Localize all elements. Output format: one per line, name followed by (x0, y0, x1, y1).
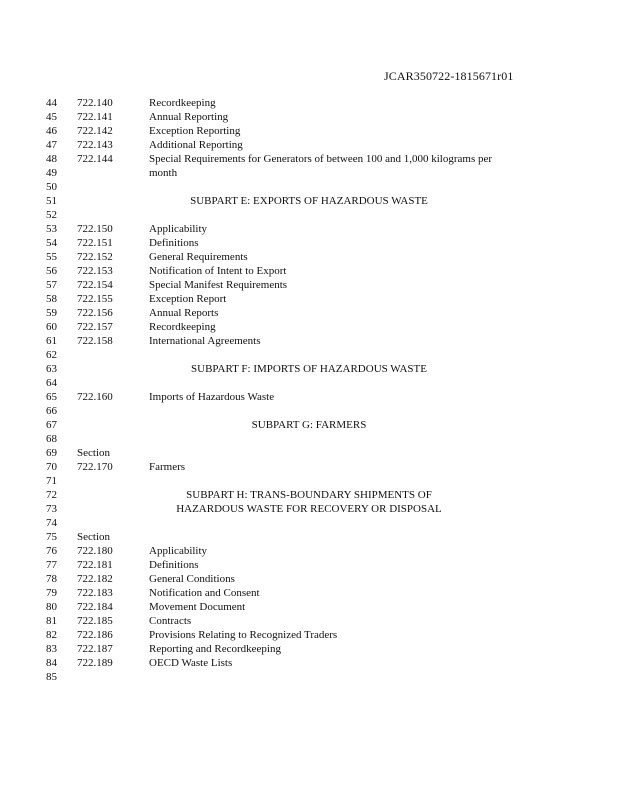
document-line (0, 656, 618, 670)
section-number: 722.152 (77, 251, 113, 263)
document-line (0, 600, 618, 614)
section-title: Applicability (149, 545, 208, 557)
line-number: 56 (46, 265, 57, 277)
document-line (0, 208, 618, 222)
line-list (0, 96, 618, 684)
document-line (0, 474, 618, 488)
line-number: 81 (46, 615, 57, 627)
section-title: General Requirements (149, 251, 248, 263)
document-line (0, 642, 618, 656)
document-line (0, 96, 618, 110)
section-title: Definitions (149, 559, 199, 571)
line-number: 79 (46, 587, 57, 599)
line-number: 85 (46, 671, 57, 683)
section-title: Recordkeeping (149, 321, 216, 333)
line-number: 61 (46, 335, 57, 347)
line-number: 51 (46, 195, 57, 207)
line-number: 78 (46, 573, 57, 585)
line-number: 84 (46, 657, 57, 669)
section-number: 722.150 (77, 223, 113, 235)
document-line (0, 502, 618, 516)
document-line (0, 586, 618, 600)
section-number: 722.189 (77, 657, 113, 669)
line-number: 80 (46, 601, 57, 613)
line-number: 62 (46, 349, 57, 361)
section-title: Contracts (149, 615, 192, 627)
section-number: 722.183 (77, 587, 113, 599)
section-number: Section (77, 447, 110, 459)
section-title: Special Manifest Requirements (149, 279, 288, 291)
section-title: Notification and Consent (149, 587, 260, 599)
document-line (0, 418, 618, 432)
line-number: 77 (46, 559, 57, 571)
section-number: 722.186 (77, 629, 113, 641)
line-number: 60 (46, 321, 57, 333)
section-title: General Conditions (149, 573, 235, 585)
document-line (0, 138, 618, 152)
document-line (0, 124, 618, 138)
document-line (0, 166, 618, 180)
document-line (0, 152, 618, 166)
line-number: 57 (46, 279, 57, 291)
line-number: 73 (46, 503, 57, 515)
section-number: 722.184 (77, 601, 113, 613)
line-number: 54 (46, 237, 57, 249)
document-line (0, 530, 618, 544)
section-number: 722.181 (77, 559, 113, 571)
subpart-heading: SUBPART E: EXPORTS OF HAZARDOUS WASTE (190, 195, 428, 207)
line-number: 68 (46, 433, 57, 445)
line-number: 74 (46, 517, 57, 529)
section-number: 722.153 (77, 265, 113, 277)
section-title: Exception Report (149, 293, 227, 305)
line-number: 55 (46, 251, 57, 263)
line-number: 69 (46, 447, 57, 459)
section-title: Movement Document (149, 601, 246, 613)
document-line (0, 292, 618, 306)
line-number: 82 (46, 629, 57, 641)
line-number: 48 (46, 153, 57, 165)
document-line (0, 544, 618, 558)
document-line (0, 362, 618, 376)
document-line (0, 348, 618, 362)
section-number: 722.141 (77, 111, 113, 123)
section-number: 722.185 (77, 615, 113, 627)
subpart-heading: SUBPART G: FARMERS (251, 419, 367, 431)
section-number: 722.160 (77, 391, 113, 403)
line-number: 58 (46, 293, 57, 305)
section-number: 722.180 (77, 545, 113, 557)
document-line (0, 628, 618, 642)
document-line (0, 250, 618, 264)
line-number: 83 (46, 643, 57, 655)
document-line (0, 614, 618, 628)
line-number: 65 (46, 391, 57, 403)
section-title: Notification of Intent to Export (149, 265, 287, 277)
document-line (0, 236, 618, 250)
line-number: 47 (46, 139, 57, 151)
document-id: JCAR350722-1815671r01 (384, 69, 514, 83)
section-number: 722.182 (77, 573, 113, 585)
section-title: Special Requirements for Generators of between 100 and 1,000 kilograms per (149, 153, 493, 165)
section-title: Recordkeeping (149, 97, 216, 109)
document-line (0, 390, 618, 404)
line-number: 44 (46, 97, 57, 109)
section-title: Definitions (149, 237, 199, 249)
line-number: 52 (46, 209, 57, 221)
section-number: 722.151 (77, 237, 113, 249)
line-number: 53 (46, 223, 57, 235)
document-line (0, 264, 618, 278)
section-title: Applicability (149, 223, 208, 235)
line-number: 71 (46, 475, 57, 487)
section-title: Annual Reports (149, 307, 219, 319)
section-number: 722.143 (77, 139, 113, 151)
line-number: 75 (46, 531, 57, 543)
document-line (0, 670, 618, 684)
document-line (0, 180, 618, 194)
line-number: 45 (46, 111, 57, 123)
document-line (0, 278, 618, 292)
line-number: 59 (46, 307, 57, 319)
document-line (0, 558, 618, 572)
document-line (0, 432, 618, 446)
section-title: Reporting and Recordkeeping (149, 643, 281, 655)
section-number: 722.154 (77, 279, 113, 291)
section-number: 722.158 (77, 335, 113, 347)
document-line (0, 320, 618, 334)
subpart-heading: HAZARDOUS WASTE FOR RECOVERY OR DISPOSAL (176, 503, 442, 515)
document-line (0, 460, 618, 474)
section-title: International Agreements (149, 335, 261, 347)
document-line (0, 404, 618, 418)
section-title: Provisions Relating to Recognized Traders (149, 629, 338, 641)
line-number: 72 (46, 489, 57, 501)
section-title: Farmers (149, 461, 186, 473)
section-number: 722.155 (77, 293, 113, 305)
section-title: Imports of Hazardous Waste (149, 391, 275, 403)
line-number: 64 (46, 377, 57, 389)
document-line (0, 488, 618, 502)
section-title: Exception Reporting (149, 125, 241, 137)
section-number: 722.140 (77, 97, 113, 109)
document-line (0, 446, 618, 460)
section-title: Additional Reporting (149, 139, 243, 151)
document-line (0, 572, 618, 586)
section-title: Annual Reporting (149, 111, 229, 123)
section-number: 722.170 (77, 461, 113, 473)
document-line (0, 222, 618, 236)
line-number: 67 (46, 419, 57, 431)
document-line (0, 194, 618, 208)
section-number: 722.144 (77, 153, 113, 165)
line-number: 50 (46, 181, 57, 193)
document-line (0, 334, 618, 348)
document-line (0, 306, 618, 320)
line-number: 76 (46, 545, 57, 557)
section-title: month (149, 167, 178, 179)
line-number: 63 (46, 363, 57, 375)
section-number: 722.142 (77, 125, 113, 137)
section-title: OECD Waste Lists (149, 657, 233, 669)
document-line (0, 516, 618, 530)
section-number: 722.187 (77, 643, 113, 655)
document-line (0, 110, 618, 124)
line-number: 49 (46, 167, 57, 179)
section-number: 722.156 (77, 307, 113, 319)
section-number: Section (77, 531, 110, 543)
line-number: 46 (46, 125, 57, 137)
line-number: 70 (46, 461, 57, 473)
section-number: 722.157 (77, 321, 113, 333)
line-number: 66 (46, 405, 57, 417)
subpart-heading: SUBPART F: IMPORTS OF HAZARDOUS WASTE (191, 363, 427, 375)
subpart-heading: SUBPART H: TRANS-BOUNDARY SHIPMENTS OF (186, 489, 432, 501)
document-line (0, 376, 618, 390)
